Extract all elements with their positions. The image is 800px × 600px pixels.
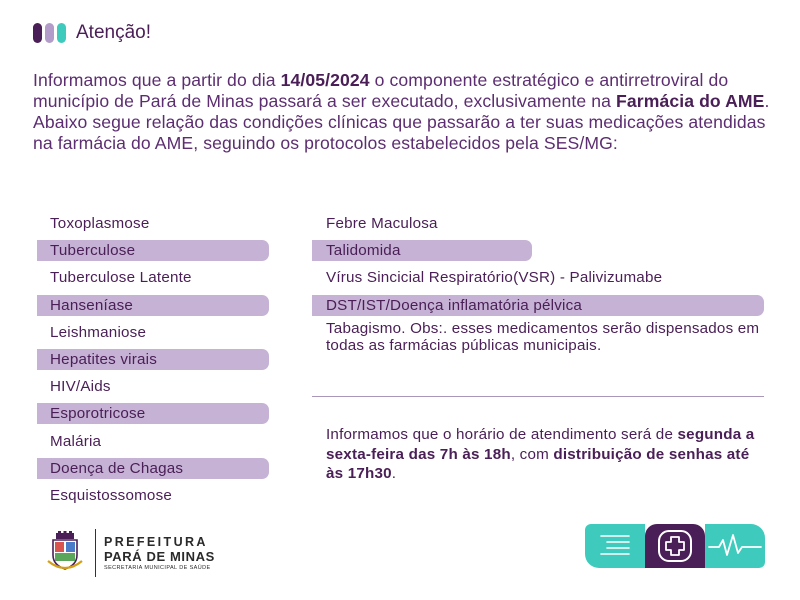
hours-paragraph [326, 425, 771, 484]
municipal-crest-icon [47, 531, 83, 575]
hours-days: segunda a sexta-feira das 7h às 18h [326, 426, 755, 463]
divider [312, 396, 764, 397]
conditions-list-right [312, 210, 764, 355]
logo-line-3: SECRETARIA MUNICIPAL DE SAÚDE [104, 565, 211, 571]
intro-place: Farmácia do AME [616, 91, 765, 111]
list-item: Hanseníase [37, 295, 269, 316]
list-item: Esquistossomose [50, 486, 173, 504]
intro-text-3: . Abaixo segue relação das condições clínicas que passarão a ter suas medicações atendidas na farmácia do AME, seguindo os protocolos estabelecidos pela SES/MG: [33, 91, 770, 153]
document-lines-icon [585, 524, 645, 568]
logo-line-2: PARÁ DE MINAS [104, 549, 215, 564]
decorative-dots-icon [33, 23, 66, 43]
list-item: DST/IST/Doença inflamatória pélvica [312, 295, 764, 316]
hours-text-3: . [391, 465, 397, 482]
intro-date: 14/05/2024 [280, 70, 370, 90]
list-item: Tuberculose [37, 240, 269, 261]
list-item: Tuberculose Latente [50, 269, 192, 287]
list-item: Doença de Chagas [37, 458, 269, 479]
intro-text-1: Informamos que a partir do dia [33, 70, 281, 90]
heartbeat-icon [705, 524, 765, 568]
intro-text-2: o componente estratégico e antirretroviral do município de Pará de Minas passará a ser executado, exclusivamente na [33, 70, 729, 111]
list-item: Esporotricose [37, 403, 269, 424]
conditions-list-left [37, 210, 269, 509]
logo-text [104, 535, 215, 571]
hours-text-2: , com [510, 445, 554, 463]
logo-line-1: PREFEITURA [104, 535, 208, 549]
list-item: Malária [50, 432, 102, 450]
logo-divider [95, 529, 96, 577]
list-item: HIV/Aids [50, 378, 111, 396]
list-item: Toxoplasmose [50, 215, 150, 233]
prefeitura-logo [47, 527, 215, 579]
list-item: Febre Maculosa [326, 215, 438, 233]
list-item: Leishmaniose [50, 323, 147, 341]
page-title: Atenção! [76, 22, 151, 43]
intro-paragraph [33, 70, 773, 154]
list-item: Vírus Sincicial Respiratório(VSR) - Palivizumabe [326, 269, 663, 287]
list-item-note: Tabagismo. Obs:. esses medicamentos serão dispensados em todas as farmácias públicas municipais. [326, 319, 760, 355]
list-item: Talidomida [312, 240, 532, 261]
medical-cross-icon [645, 524, 705, 568]
header [33, 22, 151, 44]
list-item: Hepatites virais [37, 349, 269, 370]
hours-text-1: Informamos que o horário de atendimento será de [326, 426, 678, 443]
health-badge [585, 524, 765, 568]
hours-tickets: distribuição de senhas até às 17h30 [326, 445, 750, 482]
